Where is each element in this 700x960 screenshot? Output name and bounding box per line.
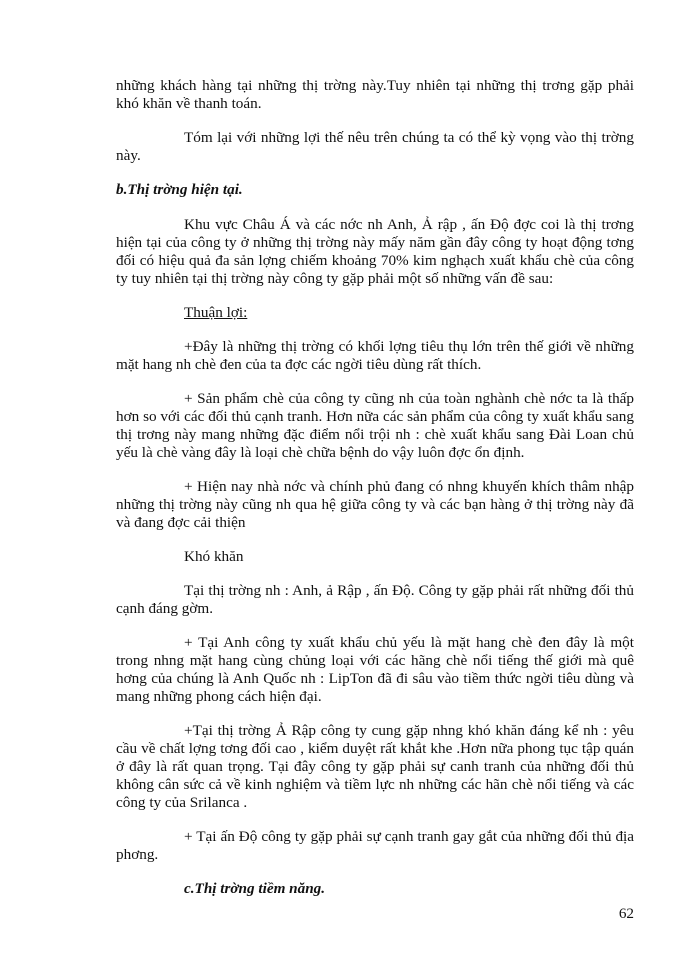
paragraph-1: những khách hàng tại những thị trờng này.Tuy nhiên tại những thị trơng gặp phải khó khăn về thanh toán. xyxy=(116,77,634,112)
document-page xyxy=(116,77,634,915)
label-difficulties: Khó khăn xyxy=(184,548,244,565)
label-advantages: Thuận lợi: xyxy=(184,304,248,321)
section-heading-c: c.Thị trờng tiềm năng. xyxy=(184,880,326,897)
paragraph-5: + Sản phẩm chè của công ty cũng nh của toàn nghành chè nớc ta là thấp hơn so với các đối thủ cạnh tranh. Hơn nữa các sản phẩm của công ty xuất khẩu sang thị trơng này mang những đặc điểm nổi trội nh : chè xuất khẩu sang Đài Loan chủ yếu là chè vàng đây là loại chè chữa bệnh do vậy luôn đợc ổn định. xyxy=(116,390,634,461)
paragraph-2: Tóm lại với những lợi thế nêu trên chúng ta có thể kỳ vọng vào thị trờng này. xyxy=(116,129,634,164)
paragraph-7: Tại thị trờng nh : Anh, ả Rập , ấn Độ. Công ty gặp phải rất những đối thủ cạnh đáng gờm. xyxy=(116,582,634,617)
paragraph-8: + Tại Anh công ty xuất khẩu chủ yếu là mặt hang chè đen đây là một trong nhng mặt hang cùng chủng loại với các hãng chè nổi tiếng thế giới mà quê hơng của chúng là Anh Quốc nh : LipTon đã đi sâu vào tiềm thức ngời tiêu dùng và mang những phong cách hiện đại. xyxy=(116,634,634,705)
section-heading-b: b.Thị trờng hiện tại. xyxy=(116,181,243,198)
paragraph-9: +Tại thị trờng Ả Rập công ty cung gặp nhng khó khăn đáng kể nh : yêu cầu về chất lợng tơng đối cao , kiểm duyệt rất khắt khe .Hơn nữa phong tục tập quán ở đây là rất quan trọng. Tại đây công ty gặp phải sự canh tranh của những đối thủ không cân sức cả về kinh nghiệm và tiềm lực nh những các hãn chè nổi tiếng và các công ty của Srilanca . xyxy=(116,722,634,811)
paragraph-4: +Đây là những thị trờng có khối lợng tiêu thụ lớn trên thế giới về những mặt hang nh chè đen của ta đợc các ngời tiêu dùng rất thích. xyxy=(116,338,634,373)
paragraph-10: + Tại ấn Độ công ty gặp phải sự cạnh tranh gay gắt của những đối thủ địa phơng. xyxy=(116,828,634,863)
paragraph-6: + Hiện nay nhà nớc và chính phủ đang có nhng khuyến khích thâm nhập những thị trờng này cũng nh qua hệ giữa công ty và các bạn hàng ở thị trờng này đã và đang đợc cải thiện xyxy=(116,478,634,531)
paragraph-3: Khu vực Châu Á và các nớc nh Anh, Ả rập , ấn Độ đợc coi là thị trơng hiện tại của công ty ở những thị trờng này mấy năm gần đây công ty hoạt động tơng đối có hiệu quả đa sản lợng chiếm khoảng 70% kim nghạch xuất khẩu chè của công ty tuy nhiên tại thị trờng này công ty gặp phải một số những vấn đề sau: xyxy=(116,216,634,287)
page-number: 62 xyxy=(618,905,634,922)
